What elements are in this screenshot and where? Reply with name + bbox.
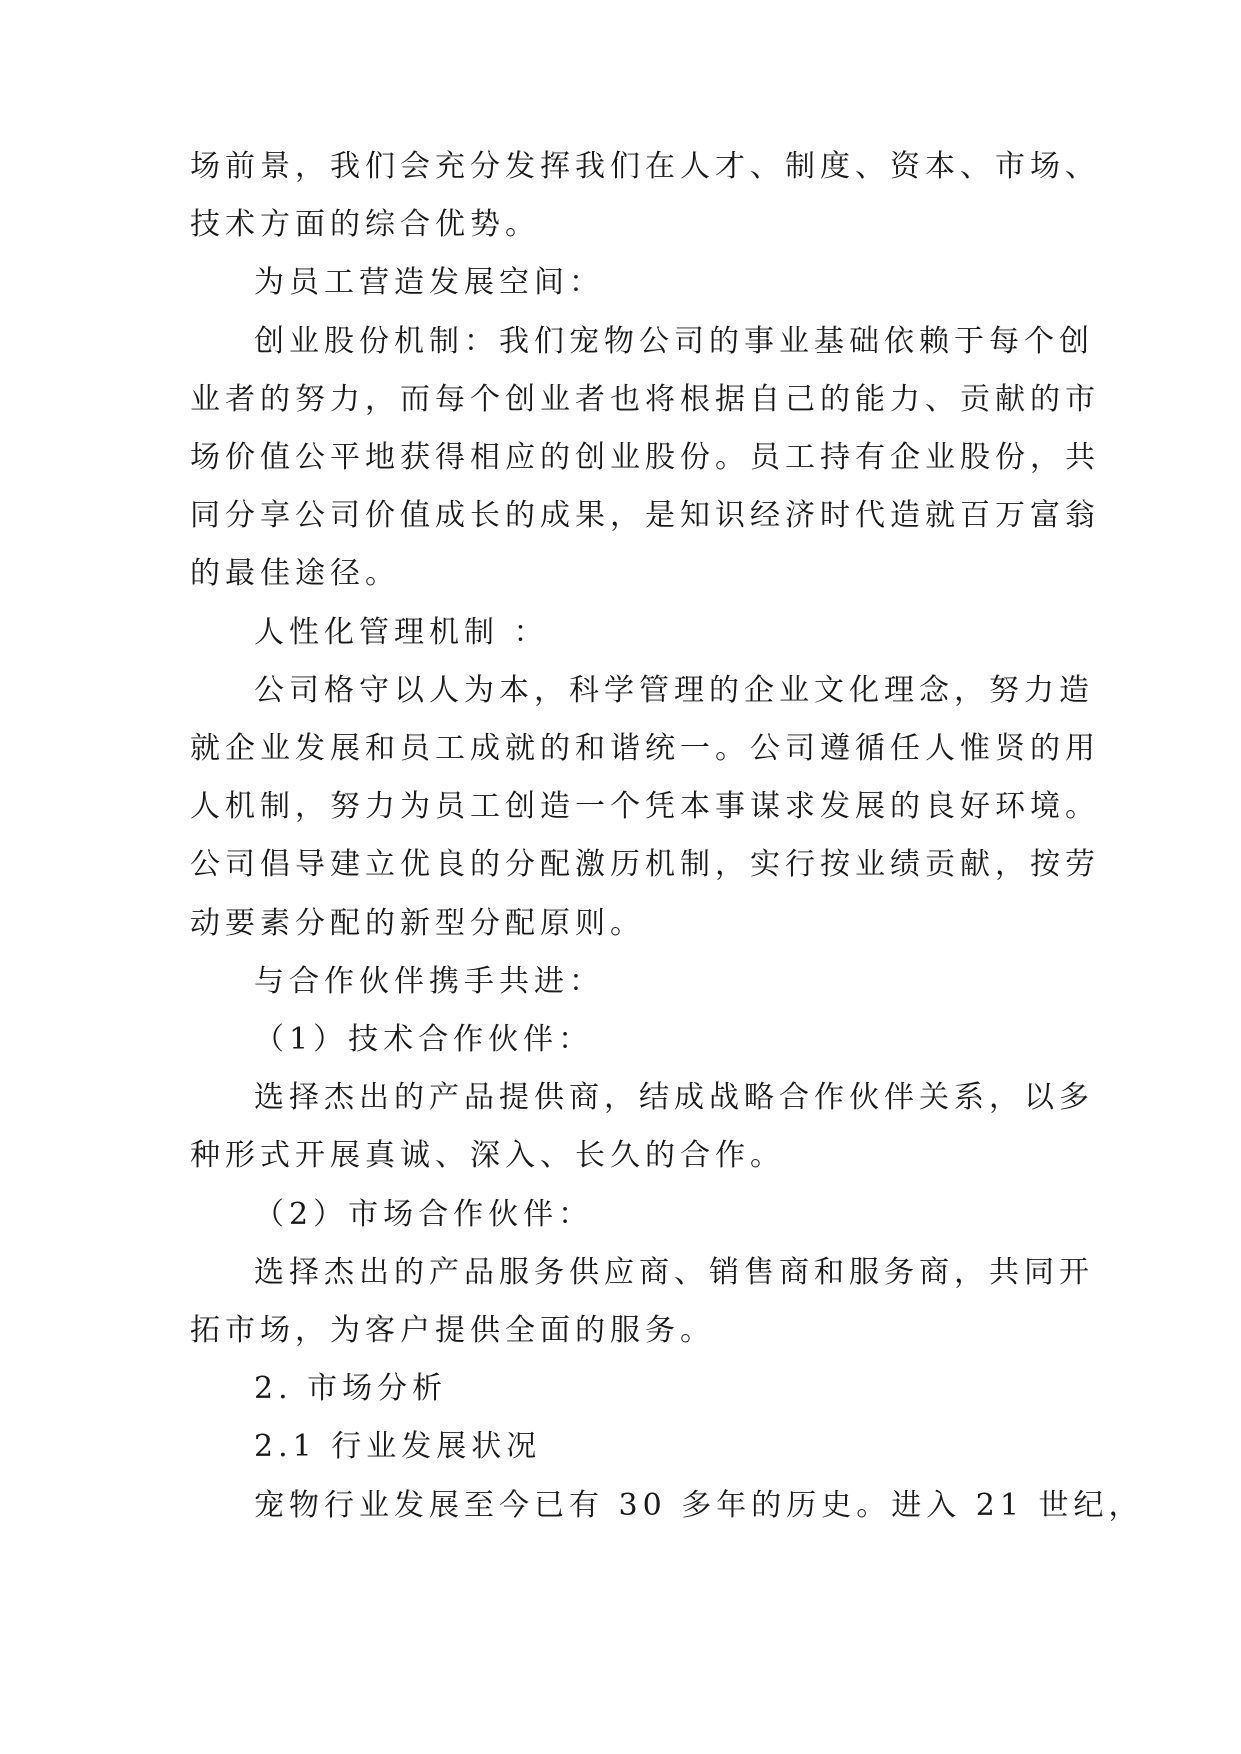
section-heading: 2. 市场分析 bbox=[254, 1371, 448, 1406]
subsection-heading: （2）市场合作伙伴： bbox=[254, 1197, 594, 1232]
paragraph-line: 创业股份机制：我们宠物公司的事业基础依赖于每个创 bbox=[254, 324, 1094, 359]
paragraph-line: 场前景，我们会充分发挥我们在人才、制度、资本、市场、 bbox=[190, 149, 1100, 184]
subsection-heading: 2.1 行业发展状况 bbox=[254, 1429, 542, 1464]
paragraph-line: 选择杰出的产品提供商，结成战略合作伙伴关系，以多 bbox=[254, 1080, 1094, 1115]
paragraph-line: 的最佳途径。 bbox=[190, 556, 400, 591]
paragraph-line: 宠物行业发展至今已有 30 多年的历史。进入 21 世纪， bbox=[254, 1488, 1144, 1523]
paragraph-line: 动要素分配的新型分配原则。 bbox=[190, 906, 645, 941]
paragraph-line: 同分享公司价值成长的成果，是知识经济时代造就百万富翁 bbox=[190, 498, 1100, 533]
paragraph-line: 场价值公平地获得相应的创业股份。员工持有企业股份，共 bbox=[190, 440, 1100, 475]
paragraph-line: 人机制，努力为员工创造一个凭本事谋求发展的良好环境。 bbox=[190, 789, 1100, 824]
paragraph-line: 就企业发展和员工成就的和谐统一。公司遵循任人惟贤的用 bbox=[190, 731, 1100, 766]
paragraph-line: 公司格守以人为本，科学管理的企业文化理念，努力造 bbox=[254, 673, 1094, 708]
paragraph-line: 技术方面的综合优势。 bbox=[190, 207, 540, 242]
section-heading: 为员工营造发展空间： bbox=[254, 265, 604, 300]
paragraph-line: 业者的努力，而每个创业者也将根据自己的能力、贡献的市 bbox=[190, 382, 1100, 417]
paragraph-line: 拓市场，为客户提供全面的服务。 bbox=[190, 1313, 715, 1348]
paragraph-line: 公司倡导建立优良的分配激历机制，实行按业绩贡献，按劳 bbox=[190, 847, 1100, 882]
section-heading: 与合作伙伴携手共进： bbox=[254, 964, 604, 999]
paragraph-line: 种形式开展真诚、深入、长久的合作。 bbox=[190, 1138, 785, 1173]
paragraph-line: 选择杰出的产品服务供应商、销售商和服务商，共同开 bbox=[254, 1255, 1094, 1290]
subsection-heading: （1）技术合作伙伴： bbox=[254, 1022, 594, 1057]
section-heading: 人性化管理机制 ： bbox=[254, 615, 549, 650]
